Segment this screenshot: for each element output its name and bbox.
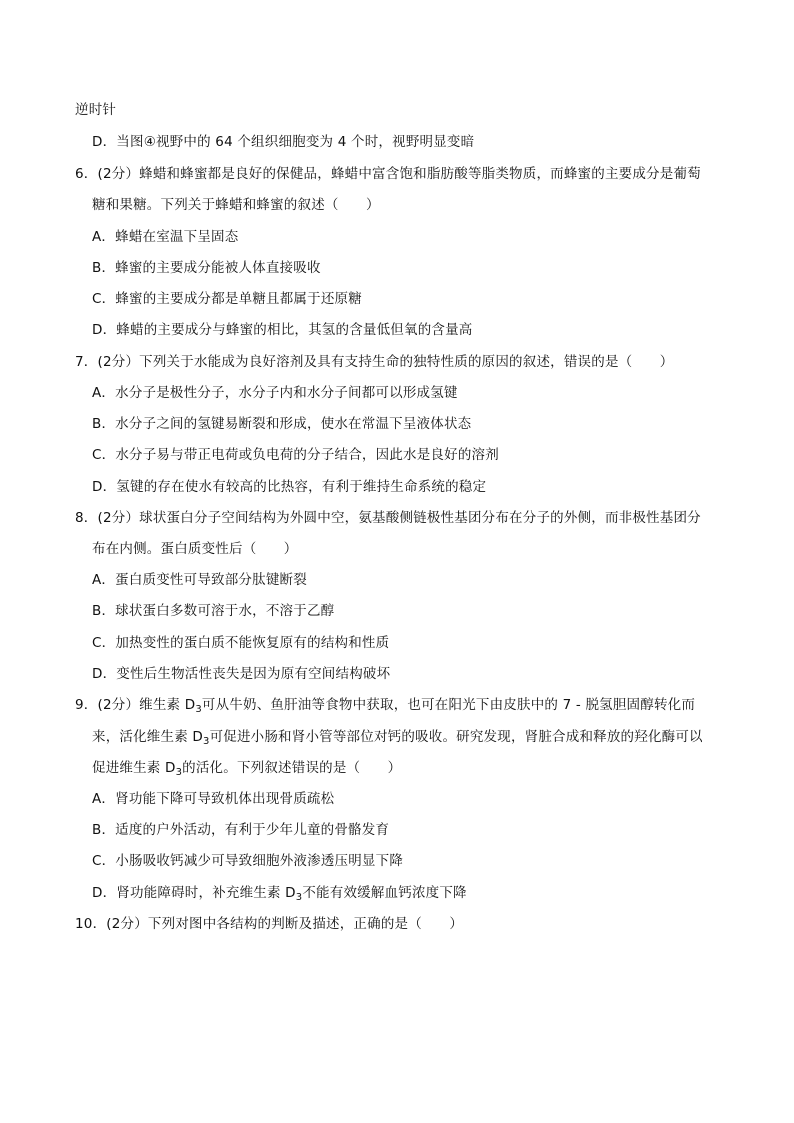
question-9-option-d-b: 不能有效缓解血钙浓度下降 bbox=[302, 885, 467, 901]
question-7-option-d: D．氢键的存在使水有较高的比热容，有利于维持生命系统的稳定 bbox=[92, 479, 487, 495]
question-9-stem-line1-b: 可从牛奶、鱼肝油等食物中获取，也可在阳光下由皮肤中的 7 - 脱氢胆固醇转化而 bbox=[201, 697, 696, 713]
question-9-option-b: B．适度的户外活动，有利于少年儿童的骨骼发育 bbox=[92, 822, 390, 838]
question-7-option-a: A．水分子是极性分子，水分子内和水分子间都可以形成氢键 bbox=[92, 385, 458, 401]
question-6-option-a: A．蜂蜡在室温下呈固态 bbox=[92, 229, 239, 245]
question-7-option-b: B．水分子之间的氢键易断裂和形成，使水在常温下呈液体状态 bbox=[92, 416, 472, 432]
question-9-option-d bbox=[92, 884, 467, 907]
question-6-stem-line1: 6．(2分）蜂蜡和蜂蜜都是良好的保健品，蜂蜡中富含饱和脂肪酸等脂类物质，而蜂蜜的主要成分是葡萄 bbox=[75, 166, 701, 182]
option-d-q5: D．当图④视野中的 64 个组织细胞变为 4 个时，视野明显变暗 bbox=[92, 134, 475, 150]
question-9-stem-line1-a: 9．(2分）维生素 D bbox=[75, 697, 196, 713]
question-9-option-d-a: D．肾功能障碍时，补充维生素 D bbox=[92, 885, 296, 901]
question-9-stem-line3-a: 促进维生素 D bbox=[92, 760, 176, 776]
question-8-option-d: D．变性后生物活性丧失是因为原有空间结构破坏 bbox=[92, 666, 391, 682]
question-9-stem-line2-b: 可促进小肠和肾小管等部位对钙的吸收。研究发现，肾脏合成和释放的羟化酶可以 bbox=[209, 729, 703, 745]
subscript-3: 3 bbox=[175, 767, 183, 778]
question-6-option-c: C．蜂蜜的主要成分都是单糖且都属于还原糖 bbox=[92, 291, 362, 307]
continued-text: 逆时针 bbox=[75, 102, 117, 118]
question-8-stem-line1: 8．(2分）球状蛋白分子空间结构为外圆中空，氨基酸侧链极性基团分布在分子的外侧，而非极性基团分 bbox=[75, 510, 701, 526]
question-6-option-d: D．蜂蜡的主要成分与蜂蜜的相比，其氢的含量低但氧的含量高 bbox=[92, 322, 473, 338]
question-9-stem-line2 bbox=[92, 728, 703, 751]
question-8-option-a: A．蛋白质变性可导致部分肽键断裂 bbox=[92, 572, 307, 588]
question-9-stem-line3-b: 的活化。下列叙述错误的是（ ） bbox=[182, 760, 402, 776]
question-6-option-b: B．蜂蜜的主要成分能被人体直接吸收 bbox=[92, 260, 321, 276]
question-7-stem: 7．(2分）下列关于水能成为良好溶剂及具有支持生命的独特性质的原因的叙述，错误的是（ ） bbox=[75, 354, 674, 370]
subscript-3: 3 bbox=[203, 736, 210, 747]
question-10-stem: 10．(2分）下列对图中各结构的判断及描述，正确的是（ ） bbox=[75, 916, 464, 932]
question-8-option-c: C．加热变性的蛋白质不能恢复原有的结构和性质 bbox=[92, 635, 390, 651]
subscript-3: 3 bbox=[195, 704, 202, 715]
question-9-stem-line3 bbox=[92, 759, 401, 782]
subscript-3: 3 bbox=[295, 892, 303, 903]
question-8-option-b: B．球状蛋白多数可溶于水，不溶于乙醇 bbox=[92, 603, 335, 619]
question-7-option-c: C．水分子易与带正电荷或负电荷的分子结合，因此水是良好的溶剂 bbox=[92, 447, 499, 463]
question-9-option-c: C．小肠吸收钙减少可导致细胞外液渗透压明显下降 bbox=[92, 853, 404, 869]
question-9-option-a: A．肾功能下降可导致机体出现骨质疏松 bbox=[92, 791, 335, 807]
question-8-stem-line2: 布在内侧。蛋白质变性后（ ） bbox=[92, 541, 298, 557]
question-6-stem-line2: 糖和果糖。下列关于蜂蜡和蜂蜜的叙述（ ） bbox=[92, 197, 380, 213]
question-9-stem-line1 bbox=[75, 696, 695, 719]
question-9-stem-line2-a: 来，活化维生素 D bbox=[92, 729, 203, 745]
